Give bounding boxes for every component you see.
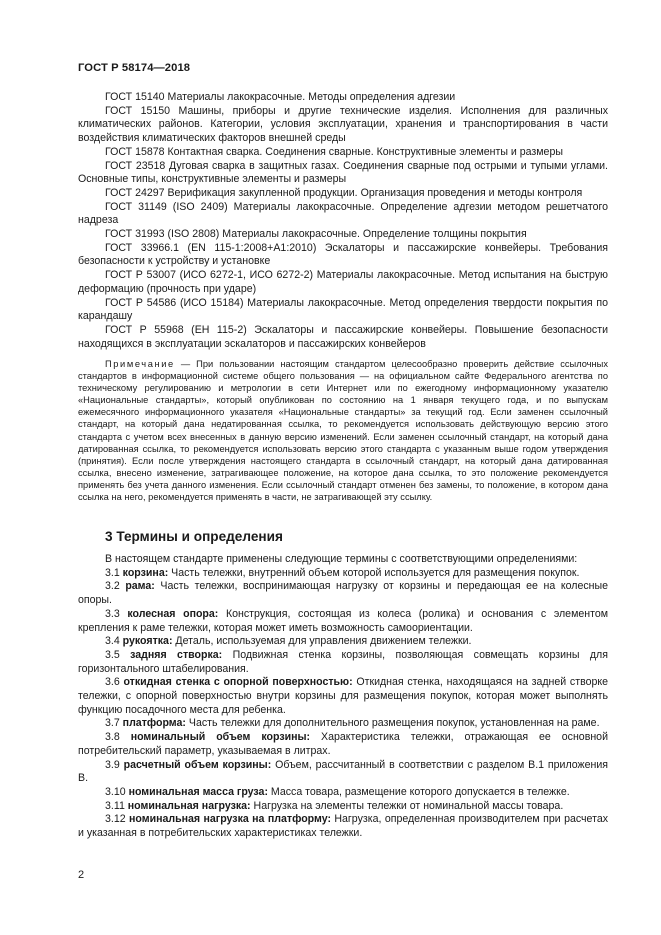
- term-number: 3.6: [105, 676, 124, 689]
- term-number: 3.8: [105, 731, 131, 744]
- term-name: рукоятка:: [122, 635, 173, 648]
- term-definition: Нагрузка, определенная производителем при расчетах и указанная в потребительских характеристиках тележки.: [78, 813, 609, 840]
- term-name: платформа:: [122, 717, 186, 730]
- term-number: 3.4: [105, 635, 123, 648]
- term-definition: Часть тележки для дополнительного размещения покупок, установленная на раме.: [185, 717, 600, 730]
- term-entry: [78, 608, 608, 635]
- term-name: откидная стенка с опорной поверхностью:: [123, 676, 353, 689]
- term-number: 3.12: [105, 813, 130, 826]
- reference-item: ГОСТ 15140 Материалы лакокрасочные. Методы определения адгезии: [105, 91, 456, 103]
- reference-item: ГОСТ Р 55968 (ЕН 115-2) Эскалаторы и пассажирские конвейеры. Повышение безопасности находящихся в эксплуатации эскалаторов и пассажирских конвейеров: [78, 323, 608, 350]
- reference-item: ГОСТ Р 54586 (ИСО 15184) Материалы лакокрасочные. Метод определения твердости покрытия по карандашу: [78, 296, 608, 323]
- term-name: корзина:: [122, 566, 169, 579]
- term-definition: Деталь, используемая для управления движением тележки.: [172, 635, 472, 648]
- term-entry: [78, 800, 608, 814]
- reference-item: ГОСТ 31149 (ISO 2409) Материалы лакокрасочные. Определение адгезии методом решетчатого надреза: [78, 200, 608, 227]
- section-intro: В настоящем стандарте применены следующие термины с соответствующими определениями:: [105, 553, 578, 565]
- term-number: 3.11: [105, 799, 128, 812]
- term-name: рама:: [125, 580, 155, 593]
- term-entry: [78, 580, 608, 607]
- term-number: 3.9: [105, 758, 124, 771]
- term-entry: [78, 635, 608, 649]
- term-number: 3.1: [105, 566, 123, 579]
- term-entry: [78, 717, 608, 731]
- term-number: 3.10: [105, 785, 129, 798]
- term-definition: Подвижная стенка корзины, позволяющая совмещать корзины для горизонтального штабелирования.: [78, 648, 608, 675]
- reference-item: ГОСТ Р 53007 (ИСО 6272-1, ИСО 6272-2) Материалы лакокрасочные. Метод испытания на быструю деформацию (прочность при ударе): [78, 269, 608, 295]
- reference-item: ГОСТ 31993 (ISO 2808) Материалы лакокрасочные. Определение толщины покрытия: [105, 228, 527, 241]
- term-definition: Масса товара, размещение которого допускается в тележке.: [267, 785, 570, 798]
- term-definition: Откидная стенка, находящаяся на задней створке тележки, с опорной поверхностью внутри корзины для размещения покупок, которая может выполнять функцию посадочного места для ребенка.: [78, 676, 609, 716]
- term-definition: Нагрузка на элементы тележки от номинальной массы товара.: [250, 799, 564, 812]
- term-number: 3.2: [105, 580, 126, 593]
- note-label: Примечание: [105, 359, 175, 369]
- term-number: 3.3: [105, 607, 128, 620]
- term-name: номинальный объем корзины:: [130, 731, 311, 744]
- section-title: 3 Термины и определения: [105, 529, 283, 544]
- term-name: задняя створка:: [130, 648, 223, 661]
- note-block: [78, 358, 608, 503]
- note-text: — При пользовании настоящим стандартом целесообразно проверить действие ссылочных стандартов в информационной системе общего пользования — на официальном сайте Федерального агентства по техническому регулированию и метрологии в сети Интернет или по ежегодному информационному указателю «Национальные стандарты», который опубликован по состоянию на 1 января текущего года, и по выпускам ежемесячного информационного указателя «Национальные стандарты» за текущий год. Если заменен ссылочный стандарт, на который дана недатированная ссылка, то рекомендуется использовать действующую версию этого стандарта с учетом всех внесенных в данную версию изменений. Если заменен ссылочный стандарт, на который дана датированная ссылка, то рекомендуется использовать версию этого стандарта с указанным выше годом утверждения (принятия). Если после утверждения настоящего стандарта в ссылочный стандарт, на который дана датированная ссылка, внесено изменение, затрагивающее положение, на которое дана ссылка, то это положение рекомендуется применять без учета данного изменения. Если ссылочный стандарт отменен без замены, то положение, в котором дана ссылка на него, рекомендуется применять в части, не затрагивающей эту ссылку.: [78, 359, 608, 503]
- reference-item: ГОСТ 15150 Машины, приборы и другие технические изделия. Исполнения для различных климатических районов. Категории, условия эксплуатации, хранения и транспортирования в части воздействия климатических факторов внешней среды: [78, 104, 608, 145]
- term-entry: [78, 813, 608, 840]
- reference-item: ГОСТ 33966.1 (EN 115-1:2008+A1:2010) Эскалаторы и пассажирские конвейеры. Требования безопасности к устройству и установке: [78, 241, 608, 268]
- term-entry: [78, 731, 608, 758]
- term-name: колесная опора:: [127, 607, 219, 620]
- term-entry: [78, 649, 608, 676]
- term-definition: Объем, рассчитанный в соответствии с разделом В.1 приложения В.: [78, 758, 608, 785]
- reference-item: ГОСТ 24297 Верификация закупленной продукции. Организация проведения и методы контроля: [105, 186, 583, 199]
- term-number: 3.5: [105, 648, 131, 661]
- term-entry: [78, 786, 608, 800]
- term-entry: [78, 676, 608, 717]
- term-entry: [78, 759, 608, 786]
- term-name: расчетный объем корзины:: [123, 758, 272, 771]
- term-definition: Часть тележки, внутренний объем которой используется для размещения покупок.: [168, 566, 580, 579]
- term-entry: [78, 567, 608, 581]
- term-number: 3.7: [105, 717, 123, 730]
- term-name: номинальная масса груза:: [128, 785, 268, 798]
- document-header-id: ГОСТ Р 58174—2018: [78, 62, 191, 74]
- reference-item: ГОСТ 15878 Контактная сварка. Соединения сварные. Конструктивные элементы и размеры: [105, 145, 563, 158]
- term-definition: Часть тележки, воспринимающая нагрузку от корзины и передающая ее на колесные опоры.: [78, 580, 608, 607]
- term-definition: Конструкция, состоящая из колеса (ролика) и основания с элементом крепления к раме тележки, которая может иметь возможность самоориентации.: [78, 607, 609, 634]
- note-paragraph: [78, 358, 608, 503]
- term-name: номинальная нагрузка:: [127, 799, 251, 812]
- term-name: номинальная нагрузка на платформу:: [129, 813, 331, 826]
- term-definition: Характеристика тележки, отражающая ее основной потребительский параметр, указываемая в литрах.: [78, 731, 608, 757]
- page-number: 2: [78, 869, 85, 881]
- reference-item: ГОСТ 23518 Дуговая сварка в защитных газах. Соединения сварные под острыми и тупыми углами. Основные типы, конструктивные элементы и размеры: [78, 159, 608, 186]
- normative-references-list: [78, 91, 608, 351]
- terms-list: [78, 553, 608, 841]
